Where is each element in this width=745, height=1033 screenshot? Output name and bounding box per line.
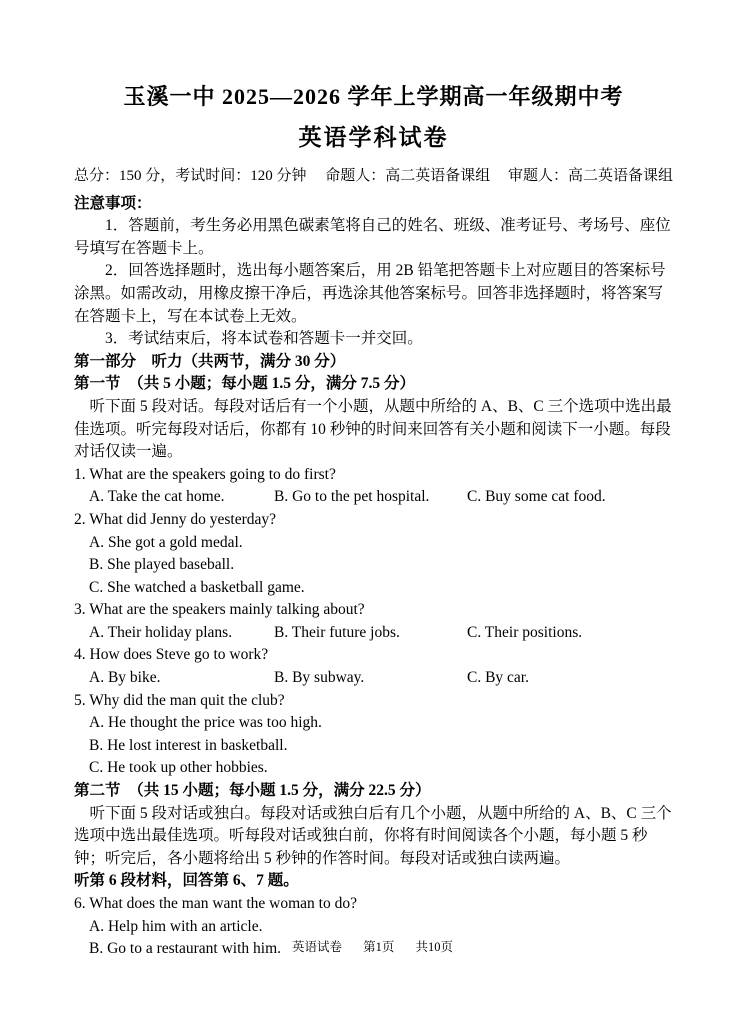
meta-reviewer: 审题人：高二英语备课组 <box>507 167 673 184</box>
question-6-option-a: A. Help him with an article. <box>89 917 263 935</box>
question-4-options <box>74 667 673 690</box>
section1-heading: 第一节 （共 5 小题；每小题 1.5 分，满分 7.5 分） <box>74 375 416 393</box>
question-3-option-b: B. Their future jobs. <box>274 623 400 641</box>
section1-instructions: 听下面 5 段对话。每段对话后有一个小题，从题中所给的 A、B、C 三个选项中选出最佳选项。听完每段对话后，你都有 10 秒钟的时间来回答有关小题和阅读下一小题。每段对话仅读一遍。 <box>74 397 672 461</box>
footer-doc-name: 英语试卷 <box>291 940 342 954</box>
exam-title: 玉溪一中 2025—2026 学年上学期高一年级期中考 <box>123 84 624 109</box>
question-6-text: 6. What does the man want the woman to do? <box>74 895 357 912</box>
question-5-text: 5. Why did the man quit the club? <box>74 691 285 709</box>
question-3-option-a: A. Their holiday plans. <box>89 623 233 641</box>
question-5-option-a: A. He thought the price was too high. <box>89 714 322 732</box>
footer-page-number: 第1页 <box>363 940 395 954</box>
question-2 <box>74 509 673 599</box>
page-footer <box>0 937 745 955</box>
question-1-option-b: B. Go to the pet hospital. <box>274 488 430 506</box>
question-1-option-a: A. Take the cat home. <box>89 488 225 506</box>
question-3-text: 3. What are the speakers mainly talking about? <box>74 601 365 619</box>
meta-authors <box>325 165 673 187</box>
section2-heading: 第二节 （共 15 小题；每小题 1.5 分，满分 22.5 分） <box>74 782 431 800</box>
exam-subtitle: 英语学科试卷 <box>298 125 449 151</box>
meta-setter: 命题人：高二英语备课组 <box>325 167 491 184</box>
question-4-option-b: B. By subway. <box>274 669 365 687</box>
question-2-text: 2. What did Jenny do yesterday? <box>74 510 277 528</box>
question-1-options <box>74 486 673 509</box>
footer-total-pages: 共10页 <box>415 940 454 954</box>
question-2-option-a: A. She got a gold medal. <box>89 533 243 551</box>
question-3 <box>74 599 673 644</box>
notice-item-2: 2．回答选择题时，选出每小题答案后，用 2B 铅笔把答题卡上对应题目的答案标号涂黑。如需改动，用橡皮擦干净后，再选涂其他答案标号。回答非选择题时，将答案写在答题卡上，写在本试卷上无效。 <box>74 262 666 325</box>
notice-heading: 注意事项： <box>74 194 152 212</box>
question-4-option-c: C. By car. <box>467 669 529 687</box>
section2-instructions: 听下面 5 段对话或独白。每段对话或独白后有几个小题，从题中所给的 A、B、C 三个选项中选出最佳选项。听每段对话或独白前，你将有时间阅读各个小题，每小题 5 秒钟；听完后，各小题将给出 5 秒钟的作答时间。每段对话或独白读两遍。 <box>74 804 672 867</box>
meta-score-time: 总分：150 分，考试时间：120 分钟 <box>74 167 307 184</box>
question-1-option-c: C. Buy some cat food. <box>467 488 606 506</box>
question-6-option-b: B. Go to a restaurant with him. <box>89 940 281 958</box>
exam-meta-row <box>74 165 673 187</box>
notice-item-1: 1．答题前，考生务必用黑色碳素笔将自己的姓名、班级、准考证号、考场号、座位号填写在答题卡上。 <box>74 217 671 257</box>
part1-heading: 第一部分 听力（共两节，满分 30 分） <box>74 352 346 370</box>
question-4 <box>74 644 673 689</box>
question-5 <box>74 690 673 780</box>
question-3-options <box>74 622 673 645</box>
question-1 <box>74 464 673 509</box>
question-4-option-a: A. By bike. <box>89 669 161 687</box>
question-3-option-c: C. Their positions. <box>467 623 583 641</box>
question-2-option-c: C. She watched a basketball game. <box>89 578 305 596</box>
material-6-heading: 听第 6 段材料，回答第 6、7 题。 <box>74 872 299 890</box>
notice-item-3: 3．考试结束后，将本试卷和答题卡一并交回。 <box>105 330 423 348</box>
question-2-option-b: B. She played baseball. <box>89 556 235 574</box>
question-4-text: 4. How does Steve go to work? <box>74 646 269 664</box>
question-5-option-c: C. He took up other hobbies. <box>89 759 268 777</box>
question-5-option-b: B. He lost interest in basketball. <box>89 736 288 754</box>
question-1-text: 1. What are the speakers going to do first? <box>74 465 336 483</box>
